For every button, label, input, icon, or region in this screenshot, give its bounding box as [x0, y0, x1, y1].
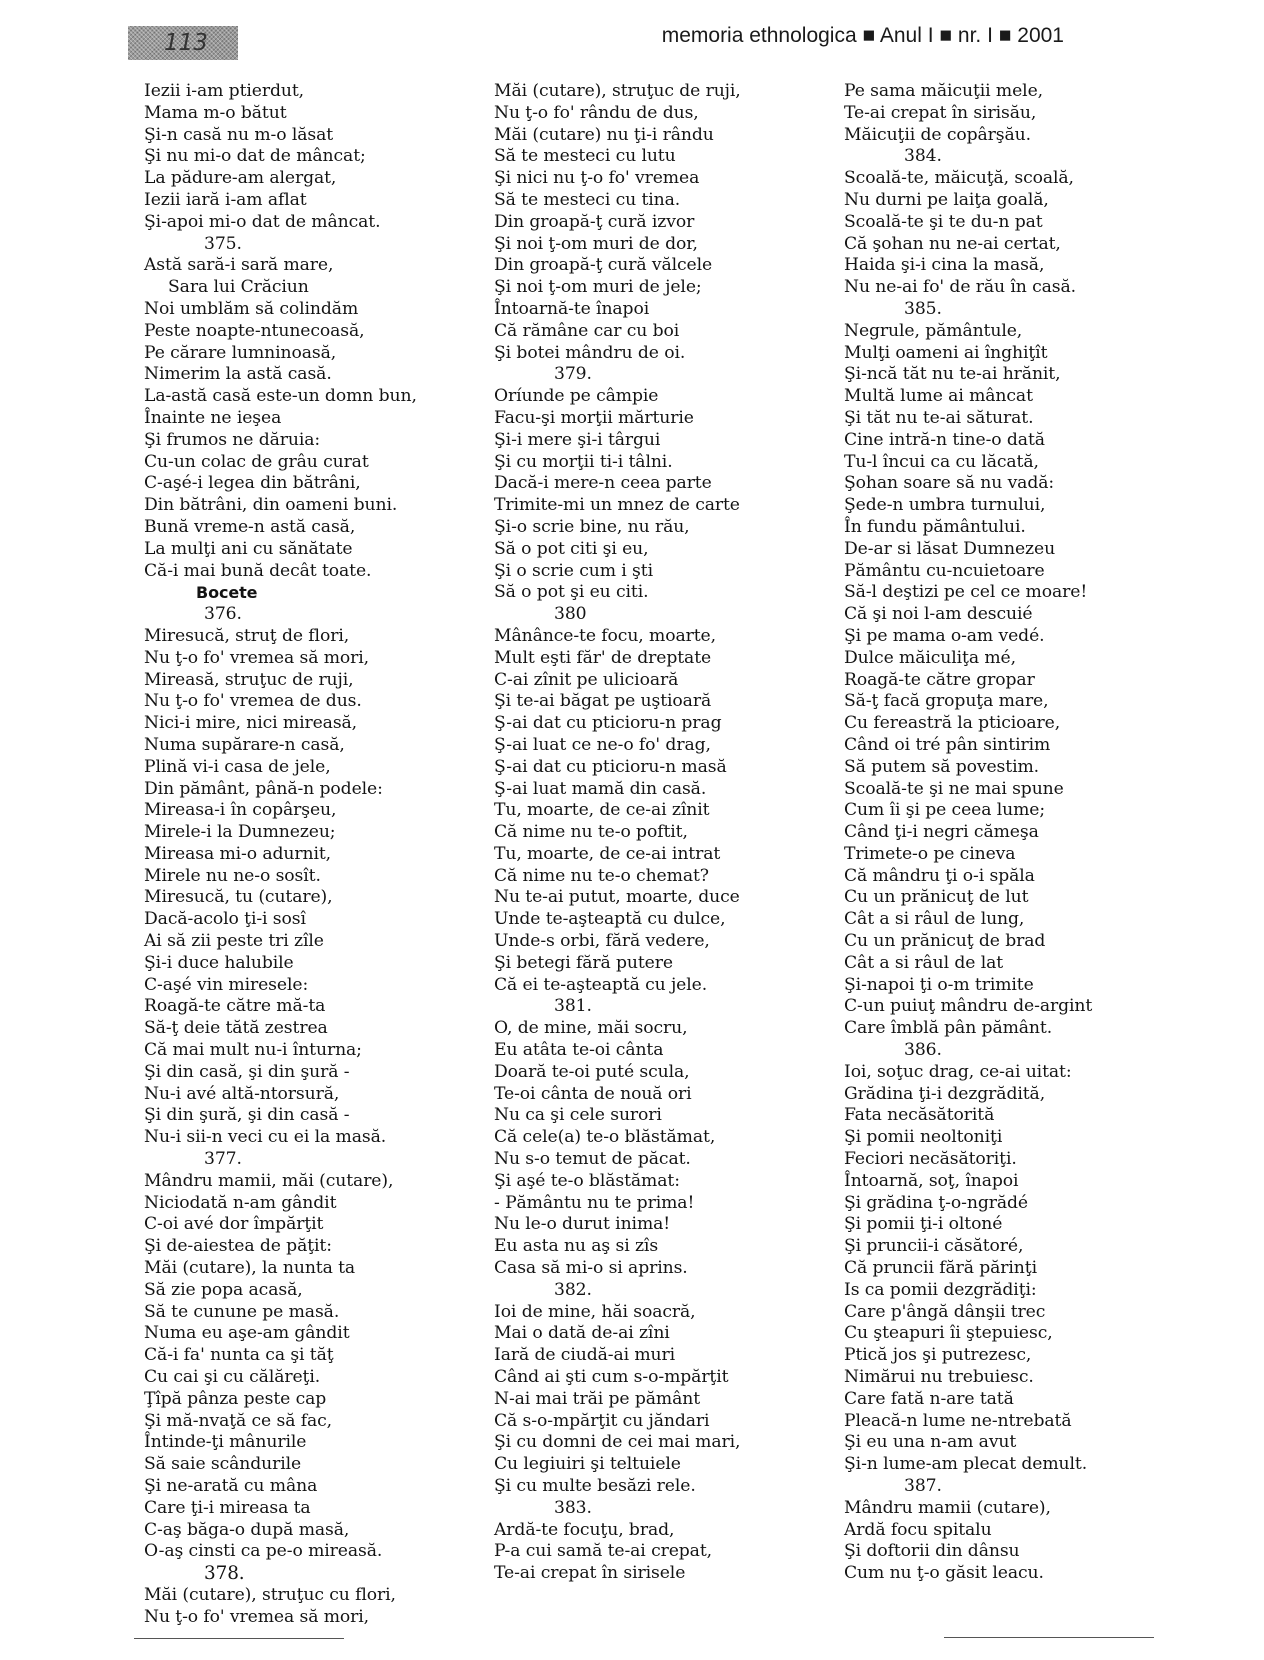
- poem-number: 376.: [204, 604, 242, 625]
- verse-line: Şi pomii neoltoniţi: [844, 1127, 1003, 1148]
- verse-line: P-a cui samă te-ai crepat,: [494, 1541, 713, 1562]
- verse-line: Plină vi-i casa de jele,: [144, 756, 331, 777]
- verse-line: Cu un prănicuţ de lut: [844, 887, 1029, 908]
- verse-line: Haida şi-i cina la masă,: [844, 255, 1045, 276]
- poem-number: 382.: [554, 1279, 592, 1300]
- verse-line: Să zie popa acasă,: [144, 1279, 303, 1300]
- verse-line: Nu s-o temut de păcat.: [494, 1149, 691, 1170]
- verse-line: Să te mesteci cu lutu: [494, 146, 676, 167]
- poem-number: 375.: [204, 233, 242, 254]
- verse-line: Din pământ, până-n podele:: [144, 778, 383, 799]
- verse-line: Şi din şură, şi din casă -: [144, 1105, 350, 1126]
- verse-line: Întoarnă-te înapoi: [494, 298, 650, 319]
- verse-line: Nu ţ-o fo' vremea să mori,: [144, 1606, 370, 1627]
- verse-line: Pe sama măicuţii mele,: [844, 81, 1044, 101]
- verse-line: Te-ai crepat în sirisău,: [844, 102, 1037, 123]
- verse-line: Şi doftorii din dânsu: [844, 1541, 1020, 1562]
- verse-line: Sara lui Crăciun: [168, 277, 309, 298]
- text-column-3: [844, 81, 1092, 1585]
- verse-line: Doară te-oi puté scula,: [494, 1061, 690, 1082]
- verse-line: Că mai mult nu-i înturna;: [144, 1040, 362, 1061]
- verse-line: Şi-n lume-am plecat demult.: [844, 1454, 1088, 1475]
- verse-line: Nu ţ-o fo' vremea să mori,: [144, 647, 370, 668]
- verse-line: Scoală-te şi ne mai spune: [844, 778, 1064, 799]
- verse-line: Şede-n umbra turnului,: [844, 495, 1046, 516]
- verse-line: Din groapă-ţ cură izvor: [494, 211, 695, 232]
- verse-line: Măicuţii de copârşău.: [844, 124, 1031, 145]
- verse-line: Care îmblă pân pământ.: [844, 1018, 1053, 1039]
- verse-line: Care fată n-are tată: [844, 1388, 1014, 1409]
- verse-line: Nu ţ-o fo' vremea de dus.: [144, 691, 362, 712]
- poem-number: 377.: [204, 1149, 242, 1170]
- verse-line: Ai să zii peste tri zîle: [144, 931, 324, 952]
- verse-line: Ardă-te focuţu, brad,: [494, 1519, 675, 1540]
- verse-line: Tu, moarte, de ce-ai zînit: [494, 800, 710, 821]
- verse-line: Peste noapte-ntunecoasă,: [144, 320, 365, 341]
- verse-line: Că şi noi l-am descuié: [844, 604, 1033, 625]
- verse-line: Mama m-o bătut: [144, 102, 287, 123]
- section-heading: Bocete: [196, 583, 258, 603]
- verse-line: Cu cai şi cu călăreţi.: [144, 1367, 321, 1388]
- verse-line: Mireasă, struţuc de ruji,: [144, 669, 354, 690]
- verse-line: Trimite-mi un mnez de carte: [494, 495, 740, 516]
- verse-line: Să saie scândurile: [144, 1454, 302, 1475]
- verse-line: C-aş băga-o după masă,: [144, 1519, 350, 1540]
- verse-line: Cum nu ţ-o găsit leacu.: [844, 1563, 1044, 1584]
- verse-line: Iezii i-am ptierdut,: [144, 81, 305, 101]
- verse-line: Şi-i mere şi-i târgui: [494, 429, 661, 450]
- poem-number: 385.: [904, 298, 942, 319]
- verse-line: Şi frumos ne dăruia:: [144, 429, 321, 450]
- verse-line: Roagă-te către gropar: [844, 669, 1035, 690]
- verse-line: Mult eşti făr' de dreptate: [494, 647, 712, 668]
- verse-line: Şi mă-nvaţă ce să fac,: [144, 1410, 333, 1431]
- verse-line: Şi te-ai băgat pe uştioară: [494, 691, 712, 712]
- verse-line: Casa să mi-o si aprins.: [494, 1258, 688, 1279]
- verse-line: Ş-ai luat mamă din casă.: [494, 778, 707, 799]
- verse-line: Care p'ângă dânşii trec: [844, 1301, 1046, 1322]
- verse-line: La pădure-am alergat,: [144, 168, 337, 189]
- verse-line: Ţîpă pânza peste cap: [144, 1388, 327, 1409]
- verse-line: Să o pot citi şi eu,: [494, 538, 649, 559]
- verse-line: Cine intră-n tine-o dată: [844, 429, 1045, 450]
- verse-line: Şi tăt nu te-ai săturat.: [844, 407, 1034, 428]
- verse-line: Şi pomii ţi-i oltoné: [844, 1214, 1003, 1235]
- text-column-1: [144, 81, 417, 1629]
- verse-line: Măi (cutare) nu ţi-i rându: [494, 124, 714, 145]
- verse-line: Care ţi-i mireasa ta: [144, 1497, 311, 1518]
- verse-line: Şi-o scrie bine, nu rău,: [494, 516, 690, 537]
- verse-line: Şi noi ţ-om muri de jele;: [494, 277, 702, 298]
- verse-line: Pleacă-n lume ne-ntrebată: [844, 1410, 1072, 1431]
- verse-line: Eu atâta te-oi cânta: [494, 1040, 664, 1061]
- verse-line: Şi pruncii-i căsătoré,: [844, 1236, 1024, 1257]
- verse-line: Să-ţ deie tătă zestrea: [144, 1018, 328, 1039]
- verse-line: Să te mesteci cu tina.: [494, 189, 681, 210]
- verse-line: Iară de ciudă-ai muri: [494, 1345, 676, 1366]
- page-number: 113: [128, 26, 238, 60]
- verse-line: C-aşé vin miresele:: [144, 974, 309, 995]
- poem-number: 384.: [904, 146, 942, 167]
- verse-line: Şi pe mama o-am vedé.: [844, 625, 1045, 646]
- verse-line: Cu-un colac de grâu curat: [144, 451, 369, 472]
- verse-line: Nu-i sii-n veci cu ei la masă.: [144, 1127, 387, 1148]
- verse-line: Te-oi cânta de nouă ori: [494, 1083, 692, 1104]
- verse-line: Mireasa-i în copârşeu,: [144, 800, 337, 821]
- verse-line: La-astă casă este-un domn bun,: [144, 386, 417, 407]
- verse-line: Ş-ai dat cu pticioru-n masă: [494, 756, 727, 777]
- verse-line: Să-l deştizi pe cel ce moare!: [844, 582, 1088, 603]
- verse-line: Că-i fa' nunta ca şi tăţ: [144, 1345, 334, 1366]
- verse-line: Nu ţ-o fo' rându de dus,: [494, 102, 699, 123]
- verse-line: Cât a si râul de lung,: [844, 909, 1025, 930]
- verse-line: Că rămâne car cu boi: [494, 320, 680, 341]
- verse-line: Şi nici nu ţ-o fo' vremea: [494, 168, 700, 189]
- verse-line: Roagă-te către mă-ta: [144, 996, 326, 1017]
- verse-line: Şi-i duce halubile: [144, 952, 294, 973]
- verse-line: Oríunde pe câmpie: [494, 386, 659, 407]
- verse-line: Tu-l încui ca cu lăcată,: [844, 451, 1039, 472]
- poem-number: 381.: [554, 996, 592, 1017]
- poem-number: 378.: [204, 1563, 245, 1585]
- verse-line: Că nime nu te-o chemat?: [494, 865, 709, 886]
- verse-line: Nimărui nu trebuiesc.: [844, 1367, 1034, 1388]
- verse-line: Că-i mai bună decât toate.: [144, 560, 372, 581]
- verse-line: Să-ţ facă gropuţa mare,: [844, 691, 1049, 712]
- verse-line: De-ar si lăsat Dumnezeu: [844, 538, 1056, 559]
- verse-line: O-aş cinsti ca pe-o mireasă.: [144, 1541, 383, 1562]
- verse-line: Noi umblăm să colindăm: [144, 298, 359, 319]
- verse-line: În fundu pământului.: [844, 516, 1026, 537]
- verse-line: Şi-ncă tăt nu te-ai hrănit,: [844, 364, 1061, 385]
- verse-line: Întinde-ţi mânurile: [144, 1432, 307, 1453]
- footer-rule-right: [944, 1637, 1154, 1638]
- verse-line: - Pământu nu te prima!: [494, 1192, 695, 1213]
- verse-line: Înainte ne ieşea: [144, 407, 282, 428]
- verse-line: Şi din casă, şi din şură -: [144, 1061, 350, 1082]
- verse-line: Dulce măiculiţa mé,: [844, 647, 1016, 668]
- footer-rule-left: [134, 1638, 344, 1639]
- verse-line: Şi cu domni de cei mai mari,: [494, 1432, 741, 1453]
- verse-line: Pe cărare lumninoasă,: [144, 342, 337, 363]
- verse-line: Miresucă, struţ de flori,: [144, 625, 350, 646]
- verse-line: Pământu cu-ncuietoare: [844, 560, 1045, 581]
- verse-line: Şi de-aiestea de păţit:: [144, 1236, 332, 1257]
- verse-line: Nu ca şi cele surori: [494, 1105, 662, 1126]
- verse-line: Dacă-acolo ţi-i sosî: [144, 909, 306, 930]
- verse-line: Să putem să povestim.: [844, 756, 1040, 777]
- verse-line: Şi-n casă nu m-o lăsat: [144, 124, 334, 145]
- verse-line: Facu-şi morţii mărturie: [494, 407, 694, 428]
- verse-line: Şi cu multe besăzi rele.: [494, 1476, 696, 1496]
- verse-line: Scoală-te şi te du-n pat: [844, 211, 1043, 232]
- verse-line: C-un puiuţ mândru de-argint: [844, 996, 1093, 1017]
- verse-line: Ş-ai luat ce ne-o fo' drag,: [494, 734, 711, 755]
- verse-line: Şi cu morţii ti-i tâlni.: [494, 451, 673, 472]
- verse-line: Bună vreme-n astă casă,: [144, 516, 356, 537]
- verse-line: N-ai mai trăi pe pământ: [494, 1388, 700, 1409]
- poem-number: 383.: [554, 1497, 592, 1518]
- page-header: [0, 0, 1264, 70]
- verse-line: Te-ai crepat în sirisele: [494, 1563, 686, 1584]
- verse-line: Numa supărare-n casă,: [144, 734, 345, 755]
- verse-line: Ş-ai dat cu pticioru-n prag: [494, 713, 722, 734]
- verse-line: Şi grădina ţ-o-ngrădé: [844, 1192, 1028, 1213]
- verse-line: Când ţi-i negri cămeşa: [844, 822, 1039, 843]
- verse-line: O, de mine, măi socru,: [494, 1018, 688, 1039]
- verse-line: Şi eu una n-am avut: [844, 1432, 1017, 1453]
- verse-line: Nu durni pe laiţa goală,: [844, 189, 1049, 210]
- verse-line: Numa eu aşe-am gândit: [144, 1323, 350, 1344]
- verse-line: Iezii iară i-am aflat: [144, 189, 307, 210]
- verse-line: Că şohan nu ne-ai certat,: [844, 233, 1061, 254]
- verse-line: Să te cunune pe masă.: [144, 1301, 340, 1322]
- verse-line: Ioi de mine, hăi soacră,: [494, 1301, 696, 1322]
- verse-line: Că s-o-mpărţit cu jăndari: [494, 1410, 710, 1431]
- verse-line: Cu un prănicuţ de brad: [844, 931, 1046, 952]
- running-head: memoria ethnologica ■ Anul I ■ nr. I ■ 2001: [661, 24, 1064, 47]
- verse-line: Din groapă-ţ cură vălcele: [494, 255, 713, 276]
- verse-line: Miresucă, tu (cutare),: [144, 887, 333, 908]
- verse-line: La mulţi ani cu sănătate: [144, 538, 353, 559]
- verse-line: Şi ne-arată cu mâna: [144, 1476, 318, 1496]
- verse-line: Măi (cutare), struţuc de ruji,: [494, 81, 741, 101]
- verse-line: Mulţi oameni ai înghiţît: [844, 342, 1048, 363]
- verse-line: Mirele-i la Dumnezeu;: [144, 822, 336, 843]
- verse-line: Nu le-o durut inima!: [494, 1214, 671, 1235]
- verse-line: Şi-napoi ţi o-m trimite: [844, 974, 1034, 995]
- poem-number: 379.: [554, 364, 592, 385]
- text-column-2: [494, 81, 741, 1585]
- poem-number: 387.: [904, 1476, 942, 1496]
- verse-line: Că pruncii fără părinţi: [844, 1258, 1037, 1279]
- verse-line: Nici-i mire, nici mireasă,: [144, 713, 358, 734]
- verse-line: Negrule, pământule,: [844, 320, 1023, 341]
- verse-line: Eu asta nu aş si zîs: [494, 1236, 659, 1257]
- verse-line: Is ca pomii dezgrădiţi:: [844, 1279, 1037, 1300]
- verse-line: Şi o scrie cum i şti: [494, 560, 653, 581]
- verse-line: Nu ne-ai fo' de rău în casă.: [844, 277, 1076, 298]
- verse-line: Unde-s orbi, fără vedere,: [494, 931, 710, 952]
- verse-line: Mirele nu ne-o sosît.: [144, 865, 321, 886]
- verse-line: Mai o dată de-ai zîni: [494, 1323, 670, 1344]
- verse-line: Şi botei mândru de oi.: [494, 342, 686, 363]
- verse-line: Şi-apoi mi-o dat de mâncat.: [144, 211, 381, 232]
- verse-line: Fata necăsătorită: [844, 1105, 995, 1126]
- verse-line: Că cele(a) te-o blăstămat,: [494, 1127, 716, 1148]
- verse-line: Dacă-i mere-n ceea parte: [494, 473, 712, 494]
- verse-line: Când ai şti cum s-o-mpărţit: [494, 1367, 729, 1388]
- verse-line: Şohan soare să nu vadă:: [844, 473, 1055, 494]
- verse-line: Mândru mamii (cutare),: [844, 1497, 1051, 1518]
- verse-line: Ardă focu spitalu: [844, 1519, 992, 1540]
- verse-line: Astă sară-i sară mare,: [144, 255, 334, 276]
- verse-line: C-aşé-i legea din bătrâni,: [144, 473, 361, 494]
- verse-line: Grădina ţi-i dezgrădită,: [844, 1083, 1046, 1104]
- verse-line: C-oi avé dor împărţit: [144, 1214, 324, 1235]
- verse-line: Cum îi şi pe ceea lume;: [844, 800, 1046, 821]
- verse-line: Şi betegi fără putere: [494, 952, 673, 973]
- verse-line: Nu te-ai putut, moarte, duce: [494, 887, 740, 908]
- verse-line: Măi (cutare), la nunta ta: [144, 1258, 356, 1279]
- verse-line: Cu şteapuri îi ştepuiesc,: [844, 1323, 1053, 1344]
- verse-line: Nu-i avé altă-ntorsură,: [144, 1083, 340, 1104]
- verse-line: Că nime nu te-o poftit,: [494, 822, 688, 843]
- verse-line: Feciori necăsătoriţi.: [844, 1149, 1017, 1170]
- verse-line: Să o pot şi eu citi.: [494, 582, 649, 603]
- verse-line: Întoarnă, soţ, înapoi: [844, 1170, 1019, 1191]
- verse-line: Cât a si râul de lat: [844, 952, 1004, 973]
- verse-line: Ioi, soţuc drag, ce-ai uitat:: [844, 1061, 1072, 1082]
- verse-line: Unde te-aşteaptă cu dulce,: [494, 909, 726, 930]
- poem-number: 386.: [904, 1040, 942, 1061]
- verse-line: Mânânce-te focu, moarte,: [494, 625, 716, 646]
- verse-line: Că ei te-aşteaptă cu jele.: [494, 974, 708, 995]
- verse-line: Mireasa mi-o adurnit,: [144, 843, 332, 864]
- verse-line: Când oi tré pân sintirim: [844, 734, 1051, 755]
- verse-line: Nimerim la astă casă.: [144, 364, 332, 385]
- verse-line: Din bătrâni, din oameni buni.: [144, 495, 398, 516]
- verse-line: C-ai zînit pe ulicioară: [494, 669, 679, 690]
- verse-line: Şi nu mi-o dat de mâncat;: [144, 146, 366, 167]
- verse-line: Mândru mamii, măi (cutare),: [144, 1170, 394, 1191]
- verse-line: Şi noi ţ-om muri de dor,: [494, 233, 698, 254]
- verse-line: Măi (cutare), struţuc cu flori,: [144, 1584, 396, 1605]
- verse-line: Tu, moarte, de ce-ai intrat: [494, 843, 721, 864]
- poem-number: 380: [554, 604, 587, 625]
- verse-line: Multă lume ai mâncat: [844, 386, 1033, 407]
- verse-line: Ptică jos şi putrezesc,: [844, 1345, 1032, 1366]
- verse-line: Şi aşé te-o blăstămat:: [494, 1170, 680, 1191]
- verse-line: Cu fereastră la pticioare,: [844, 713, 1061, 734]
- verse-line: Trimete-o pe cineva: [844, 843, 1016, 864]
- verse-line: Cu legiuiri şi teltuiele: [494, 1454, 681, 1475]
- verse-line: Că mândru ţi o-i spăla: [844, 865, 1035, 886]
- verse-line: Niciodată n-am gândit: [144, 1192, 337, 1213]
- verse-line: Scoală-te, măicuţă, scoală,: [844, 168, 1074, 189]
